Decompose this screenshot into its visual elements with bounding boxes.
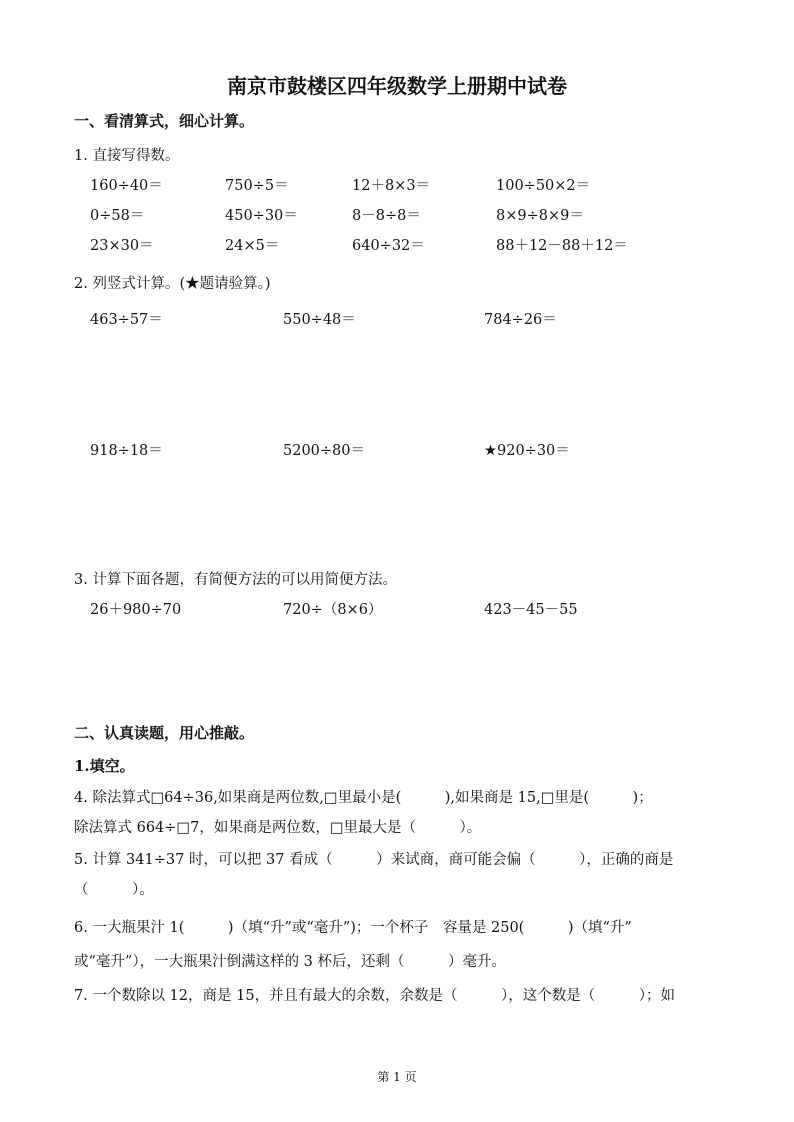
q1-item: 12＋8×3＝ (352, 178, 431, 194)
q1-item: 100÷50×2＝ (496, 178, 591, 194)
q6-line1: 6. 一大瓶果汁 1( )（填“升”或“毫升”)；一个杯子 容量是 250( )（填“升” (74, 920, 632, 936)
q2-item: 5200÷80＝ (283, 443, 366, 459)
q1-item: 24×5＝ (225, 238, 280, 254)
q1-item: 450÷30＝ (225, 208, 298, 224)
q7-line1: 7. 一个数除以 12，商是 15，并且有最大的余数，余数是（ ），这个数是（ ）；如 (74, 988, 676, 1004)
q2-label: 2. 列竖式计算。(★题请验算。) (74, 276, 271, 292)
q2-item: 550÷48＝ (283, 312, 356, 328)
q1-item: 8－8÷8＝ (352, 208, 421, 224)
q2-item: 918÷18＝ (90, 443, 163, 459)
q2-item: ★920÷30＝ (484, 443, 570, 459)
section2-heading: 二、认真读题，用心推敲。 (74, 724, 255, 742)
q3-item: 26＋980÷70 (90, 602, 182, 618)
q1-item: 160÷40＝ (90, 178, 163, 194)
q1-item: 88＋12－88＋12＝ (496, 238, 628, 254)
section1-heading: 一、看清算式，细心计算。 (74, 112, 255, 130)
q6-line2: 或“毫升”），一大瓶果汁倒满这样的 3 杯后，还剩（ ）毫升。 (74, 954, 507, 970)
q1-item: 640÷32＝ (352, 238, 425, 254)
page-footer: 第 1 页 (377, 1070, 417, 1084)
q1-item: 8×9÷8×9＝ (496, 208, 584, 224)
q1-item: 23×30＝ (90, 238, 154, 254)
q1-item: 0÷58＝ (90, 208, 145, 224)
page-title: 南京市鼓楼区四年级数学上册期中试卷 (227, 74, 567, 98)
q1-item: 750÷5＝ (225, 178, 289, 194)
q2-item: 784÷26＝ (484, 312, 557, 328)
q2-item: 463÷57＝ (90, 312, 163, 328)
q1-label: 1. 直接写得数。 (74, 148, 180, 164)
q5-line2: （ ）。 (74, 882, 154, 898)
q3-label: 3. 计算下面各题，有简便方法的可以用简便方法。 (74, 572, 397, 588)
section2-sub: 1.填空。 (74, 757, 135, 775)
q3-item: 720÷（8×6） (283, 602, 383, 618)
q4-line1: 4. 除法算式□64÷36,如果商是两位数,□里最小是( ),如果商是 15,□里是( )； (74, 790, 653, 806)
q3-item: 423－45－55 (484, 602, 578, 618)
q4-line2: 除法算式 664÷□7，如果商是两位数，□里最大是（ ）。 (74, 820, 482, 836)
q5-line1: 5. 计算 341÷37 时，可以把 37 看成（ ）来试商，商可能会偏（ ），正确的商是 (74, 852, 674, 868)
